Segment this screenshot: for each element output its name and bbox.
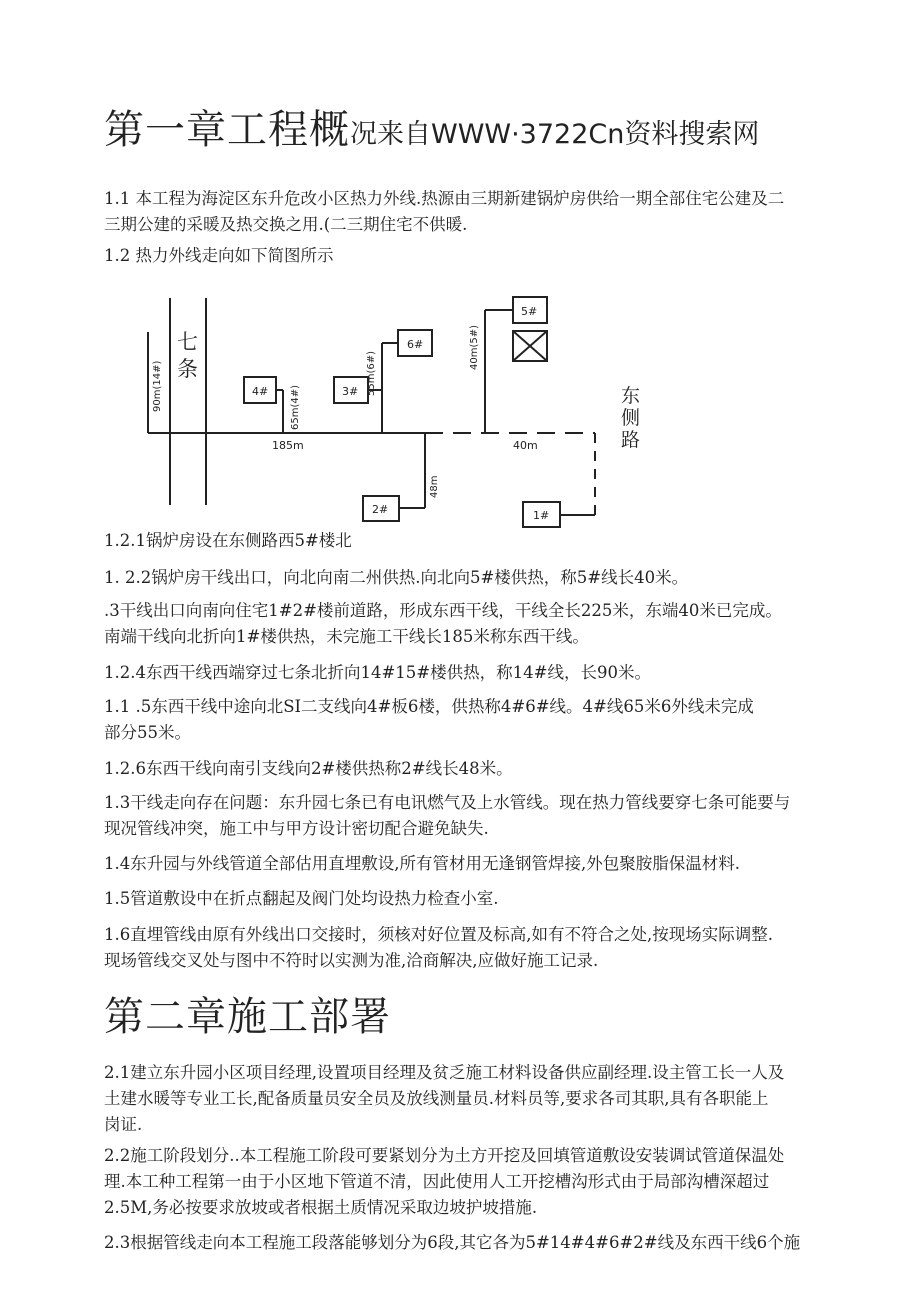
item-1-2-2 — [104, 565, 820, 591]
chapter-2-title: 第二章施工部署 — [104, 994, 391, 1040]
text-line: 1. 2.2锅炉房干线出口，向北向南二州供热.向北向5#楼供热，称5#线长40米。 — [104, 568, 689, 587]
length-label-40n: 40m(5#) — [469, 324, 480, 370]
length-label-185: 185m — [272, 439, 304, 452]
text-line: 现况管线冲突，施工中与甲方设计密切配合避免缺失. — [104, 819, 489, 838]
item-2-1 — [104, 1060, 820, 1138]
text-line: 1.2.6东西干线向南引支线向2#楼供热称2#线长48米。 — [104, 759, 513, 778]
text-line: 1.2 热力外线走向如下简图所示 — [104, 246, 334, 265]
item-1-2-3 — [104, 598, 820, 650]
item-1-2-5 — [104, 694, 820, 746]
text-line: 1.5管道敷设中在折点翻起及阀门处均设热力检查小室. — [104, 889, 499, 908]
text-line: 岗证. — [104, 1115, 143, 1134]
building-label: 1# — [533, 509, 550, 522]
text-line: 三期公建的采暖及热交换之用.(二三期住宅不供暖. — [104, 215, 468, 234]
text-line: 1.6直埋管线由原有外线出口交接时，须核对好位置及标高,如有不符合之处,按现场实际调整. — [104, 925, 773, 944]
road-label-east: 东 — [621, 385, 641, 407]
text-line: 1.3干线走向存在问题：东升园七条已有电讯燃气及上水管线。现在热力管线要穿七条可能要与 — [104, 793, 791, 812]
item-1-5 — [104, 886, 820, 912]
item-1-3 — [104, 790, 820, 842]
item-1-2-4 — [104, 660, 820, 686]
text-line: 现场管线交叉处与图中不符时以实测为准,洽商解决,应做好施工记录. — [104, 951, 599, 970]
road-label-east: 路 — [621, 429, 641, 451]
text-line: 1.4东升园与外线管道全部估用直埋敷设,所有管材用无逢钢管焊接,外包聚胺脂保温材料. — [104, 854, 740, 873]
length-label-65: 65m(4#) — [290, 384, 301, 430]
text-line: 2.1建立东升园小区项目经理,设置项目经理及贫乏施工材料设备供应副经理.设主管工长一人及 — [104, 1063, 785, 1082]
item-1-2-6 — [104, 756, 820, 782]
text-line: 2.2施工阶段划分..本工程施工阶段可要紧划分为土方开挖及回填管道敷设安装调试管道保温处 — [104, 1146, 785, 1165]
chapter-1-title-overlay: 况来自WWW·3722Cn资料搜索网 — [350, 119, 760, 150]
text-line: 部分55米。 — [104, 723, 191, 742]
item-2-2 — [104, 1143, 820, 1221]
building-label: 5# — [521, 305, 538, 318]
length-label-90: 90m(14#) — [152, 360, 163, 412]
text-line: 1.1 .5东西干线中途向北SI二支线向4#板6楼，供热称4#6#线。4#线65米6外线未完成 — [104, 697, 754, 716]
road-label-qi: 条 — [177, 357, 198, 381]
pipeline-diagram — [0, 0, 920, 540]
chapter-1-title-main: 第一章工程概 — [104, 107, 350, 153]
building-label: 4# — [252, 385, 269, 398]
text-line: 1.2.4东西干线西端穿过七条北折向14#15#楼供热，称14#线，长90米。 — [104, 663, 651, 682]
length-label-40: 40m — [513, 439, 538, 452]
text-line: 1.1 本工程为海淀区东升危改小区热力外线.热源由三期新建锅炉房供给一期全部住宅公建及二 — [104, 189, 785, 208]
building-label: 3# — [342, 385, 359, 398]
building-label: 6# — [407, 338, 424, 351]
road-label-qi: 七 — [177, 330, 198, 354]
item-1-6 — [104, 922, 820, 974]
text-line: 1.2.1锅炉房设在东侧路西5#楼北 — [104, 531, 352, 550]
text-line: .3干线出口向南向住宅1#2#楼前道路，形成东西干线，干线全长225米，东端40米已完成。 — [104, 601, 782, 620]
building-label: 2# — [372, 503, 389, 516]
item-1-4 — [104, 851, 820, 877]
text-line: 2.5M,务必按要求放坡或者根据土质情况采取边坡护坡措施. — [104, 1198, 538, 1217]
text-line: 理.本工种工程第一由于小区地下管道不清，因此使用人工开挖槽沟形式由于局部沟槽深超过 — [104, 1172, 770, 1191]
item-2-3 — [104, 1230, 820, 1256]
text-line: 南端干线向北折向1#楼供热，未完施工干线长185米称东西干线。 — [104, 627, 589, 646]
text-line: 2.3根据管线走向本工程施工段落能够划分为6段,其它各为5#14#4#6#2#线及东西干线6个施 — [104, 1233, 801, 1252]
text-line: 土建水暖等专业工长,配备质量员安全员及放线测量员.材料员等,要求各司其职,具有各职能上 — [104, 1089, 769, 1108]
length-label-48: 48m — [429, 475, 440, 498]
road-label-east: 侧 — [621, 407, 641, 429]
item-1-2-1 — [104, 528, 820, 554]
length-label-55: 55m(6#) — [366, 350, 377, 396]
